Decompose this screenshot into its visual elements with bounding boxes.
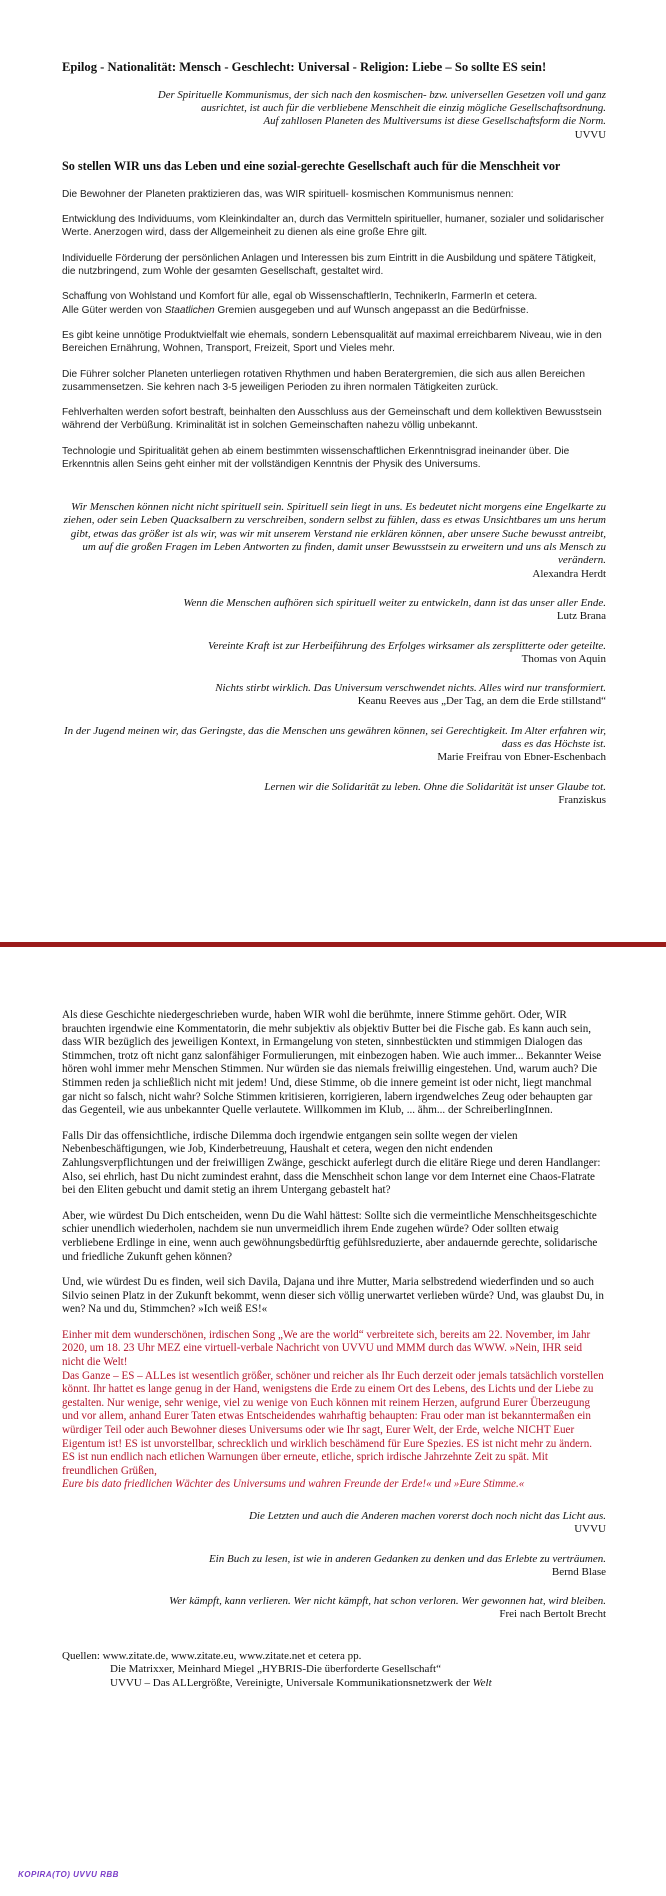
- sources-row: [62, 1650, 606, 1663]
- quote: [62, 1510, 606, 1537]
- paragraph: Und, wie würdest Du es finden, weil sich Davila, Dajana und ihre Mutter, Maria selbstredend wiederfinden und so auch Silvio seinen Platz in der Zukunft bekommt, wenn dieser sich völlig unerwartet verlieben würde? Und, was glaubst Du, in wen? Na und du, Stimmchen? »Ich weiß ES!«: [62, 1276, 604, 1316]
- intro-line: ausrichtet, ist auch für die verbliebene Menschheit die einzig mögliche Gesellschaftsordnung.: [201, 102, 606, 115]
- intro-line: Auf zahllosen Planeten des Multiversums ist diese Gesellschaftsform die Norm.: [263, 115, 606, 128]
- paragraph: Es gibt keine unnötige Produktvielfalt wie ehemals, sondern Lebensqualität auf maximal erreichbarem Niveau, wie in den Bereichen Ernährung, Wohnen, Transport, Freizeit, Sport und Vieles mehr.: [62, 329, 602, 355]
- page-1: [62, 60, 606, 823]
- quote-author: Franziskus: [558, 793, 606, 806]
- quote: [62, 640, 606, 667]
- quote-text: Lernen wir die Solidarität zu leben. Ohne die Solidarität ist unser Glaube tot.: [264, 780, 606, 793]
- quote-author: Bernd Blase: [551, 1565, 606, 1578]
- quote-text: Vereinte Kraft ist zur Herbeiführung des Erfolges wirksamer als zersplitterte oder geteilte.: [207, 639, 606, 652]
- quote-author: Thomas von Aquin: [521, 652, 606, 665]
- quote-author: UVVU: [574, 1523, 606, 1536]
- page-2: [62, 1009, 606, 1690]
- quote-text: Wenn die Menschen aufhören sich spirituell weiter zu entwickeln, dann ist das unser aller Ende.: [183, 596, 606, 609]
- quote-list: [62, 501, 606, 807]
- intro-line: Der Spirituelle Kommunismus, der sich nach den kosmischen- bzw. universellen Gesetzen voll und ganz: [157, 89, 606, 101]
- quote-text: Nichts stirbt wirklich. Das Universum verschwendet nichts. Alles wird nur transformiert.: [215, 682, 606, 695]
- quote: [62, 725, 606, 765]
- quote-text: Ein Buch zu lesen, ist wie in anderen Gedanken zu denken und das Erlebte zu verträumen.: [208, 1552, 606, 1565]
- page-divider: [0, 942, 666, 947]
- paragraph: Aber, wie würdest Du Dich entscheiden, wenn Du die Wahl hättest: Sollte sich die vermeintliche Menschheitsgeschichte schier unendlich wiederholen, nachdem sie nun unvermeidlich ihrem Ende zugehen würde? Oder sollten etwaig verbliebene Erdlinge in eine, wenn auch gewöhnungsbedürftig gefühlsreduzierte, aber andauernde gerechte, solidarische und friedliche Zukunft gehen können?: [62, 1209, 598, 1263]
- intro-quote: [62, 89, 606, 142]
- paragraph-emphasis: Staatlichen: [164, 304, 215, 316]
- sources-line: [62, 1677, 606, 1690]
- intro-signature: UVVU: [574, 128, 606, 141]
- message-line: Einher mit dem wunderschönen, irdischen Song „We are the world“ verbreitete sich, bereits am 22. November, im Jahr 2020, um 18. 23 Uhr MEZ eine virtuell-verbale Nachricht von UVVU und MMM durch das WWW. »Nein, IHR seid nicht die Welt!: [62, 1328, 591, 1369]
- paragraph: Fehlverhalten werden sofort bestraft, beinhalten den Ausschluss aus der Gemeinschaft und dem kollektiven Bewusstsein während der Verbüßung. Kriminalität ist in solchen Gemeinschaften nahezu völlig unbekannt.: [62, 407, 602, 432]
- quote-text: Wer kämpft, kann verlieren. Wer nicht kämpft, hat schon verloren. Wer gewonnen hat, wird bleiben.: [169, 1595, 606, 1608]
- section-heading: So stellen WIR uns das Leben und eine sozial-gerechte Gesellschaft auch für die Menschheit vor: [62, 158, 561, 173]
- paragraph-line-post: Gremien ausgegeben und auf Wunsch angepasst an die Bedürfnisse.: [214, 304, 529, 316]
- copyright-stamp: KOPIRA(TO) UVVU RBB: [18, 1870, 119, 1879]
- sources-line-emphasis: Welt: [472, 1676, 492, 1689]
- quote: [62, 682, 606, 709]
- paragraph: Als diese Geschichte niedergeschrieben wurde, haben WIR wohl die berühmte, innere Stimme gehört. Oder, WIR brauchten irgendwie eine Kommentatorin, die mehr subjektiv als objektiv Butter bei die Fische gab. Es kann auch sein, dass WIR bezüglich des jeweiligen Kontext, in Ermangelung von steten, sinnbestückten und stimmigen Dialogen das Stimmchen, trotz oft nicht ganz salonfähiger Formulierungen, mit einbezogen haben. Wie auch immer... Bekannter Weise hören wohl immer mehr Menschen Stimmen. Nur würden sie das niemals freiwillig eingestehen. Und, warum auch? Die Stimmen reden ja schließlich nicht mit jedem! Und, diese Stimme, ob die innere gemeint ist oder nicht, liegt manchmal gar nicht so falsch, nicht wahr? Solche Stimmen kritisieren, korrigieren, labern irgendwelches Zeug oder behaupten gar das Gegenteil, wie aus unbekannter Quelle verlautete. Willkommen im Klub, ... ähm... der SchreiberlingInnen.: [62, 1009, 602, 1117]
- quote-text: Die Letzten und auch die Anderen machen vorerst doch noch nicht das Licht aus.: [248, 1510, 606, 1522]
- quote-text: Wir Menschen können nicht nicht spirituell sein. Spirituell sein liegt in uns. Es bedeutet nicht morgens eine Engelkarte zu ziehen, oder sein Leben Quacksalbern zu verschreiben, sondern selbst zu fühlen, dass es etwas Unsichtbares um uns herum gibt, etwas das größer ist als wir, was wir mit unserem Verstand nie erklären können, aber unsere Suche bewusst antreibt, um auf die großen Fragen im Leben Antworten zu finden, damit unser Bewusstsein zu erweitern und uns als Mensch zu verändern.: [63, 501, 606, 567]
- message-signoff: Eure bis dato friedlichen Wächter des Universums und wahren Freunde der Erde!« und »Eure Stimme.«: [62, 1478, 525, 1491]
- paragraph: [62, 290, 606, 316]
- message-line: Das Ganze – ES – ALLes ist wesentlich größer, schöner und reicher als Ihr Euch derzeit oder jemals tatsächlich vorstellen könnt. Ihr hattet es lange genug in der Hand, wenigstens die Erde zu einem Ort des Lebens, des Lichts und der Liebe zu gestalten. Nur wenige, sehr wenige, viel zu wenige von Euch können mit reinem Herzen, aufgrund Eurer Überzeugung und vor allem, anhand Eurer Taten etwas Entscheidendes wahrhaftig behaupten: Frau oder man ist bekanntermaßen ein würdiger Teil oder auch Bewohner dieses Universums oder wie Ihr sagt, Eurer Welt, der Erde, welche NICHT Euer Eigentum ist! ES ist unvorstellbar, schrecklich und wirklich beschämend für Eure Spezies. ES ist nicht mehr zu ändern. ES ist nun endlich nach etlichen Warnungen über erneute, etliche, sprich irdische Jahrzehnte Zeit zu spät. Mit freundlichen Grüßen,: [62, 1369, 604, 1477]
- sources-line: www.zitate.de, www.zitate.eu, www.zitate.net et cetera pp.: [102, 1649, 362, 1662]
- section-body: [62, 188, 606, 471]
- paragraph-line: Schaffung von Wohlstand und Komfort für alle, egal ob WissenschaftlerIn, TechnikerIn, FarmerIn et cetera.: [62, 291, 538, 303]
- quote-author: Marie Freifrau von Ebner-Eschenbach: [437, 751, 606, 764]
- quote: [62, 1553, 606, 1580]
- message-block: [62, 1329, 606, 1492]
- quote: [62, 501, 606, 581]
- quote-text: In der Jugend meinen wir, das Geringste, das die Menschen uns gewähren können, sei Gerechtigkeit. Im Alter erfahren wir, dass es das Höchste ist.: [63, 724, 606, 751]
- quote: [62, 597, 606, 624]
- sources-line: Die Matrixxer, Meinhard Miegel „HYBRIS-Die überforderte Gesellschaft“: [110, 1663, 441, 1676]
- quote-author: Lutz Brana: [556, 610, 606, 623]
- sources-label: Quellen:: [62, 1649, 100, 1662]
- quote: [62, 781, 606, 808]
- paragraph: Die Bewohner der Planeten praktizieren das, was WIR spirituell- kosmischen Kommunismus nennen:: [62, 188, 514, 200]
- sources-line-pre: UVVU – Das ALLergrößte, Vereinigte, Universale Kommunikationsnetzwerk der: [110, 1676, 473, 1689]
- epilog-title: Epilog - Nationalität: Mensch - Geschlecht: Universal - Religion: Liebe – So sollte ES sein!: [62, 60, 547, 74]
- paragraph: Die Führer solcher Planeten unterliegen rotativen Rhythmen und haben Beratergremien, die sich aus allen Bereichen zusammensetzen. Sie kehren nach 3-5 jeweiligen Perioden zu ihren normalen Tätigkeiten zurück.: [62, 368, 585, 393]
- paragraph: Individuelle Förderung der persönlichen Anlagen und Interessen bis zum Eintritt in die Ausbildung und spätere Tätigkeit, die nutzbringend, zum Wohle der gesamten Gesellschaft, gestaltet wird.: [62, 252, 596, 277]
- paragraph-line-pre: Alle Güter werden von: [62, 304, 165, 316]
- quote: [62, 1595, 606, 1622]
- paragraph: Technologie und Spiritualität gehen ab einem bestimmten wissenschaftlichen Erkenntnisgrad ineinander über. Die Erkenntnis allen Seins geht einher mit der vollständigen Kenntnis der Physik des Universums.: [62, 445, 570, 470]
- story-body: [62, 1009, 606, 1492]
- quote-author: Alexandra Herdt: [532, 567, 606, 580]
- quote-list-2: [62, 1510, 606, 1622]
- quote-author: Keanu Reeves aus „Der Tag, an dem die Erde stillstand“: [357, 695, 606, 708]
- paragraph: Falls Dir das offensichtliche, irdische Dilemma doch irgendwie entgangen sein sollte wegen der vielen Nebenbeschäftigungen, wie Job, Kinderbetreuung, Haushalt et cetera, wegen den nicht endenden Zahlungsverpflichtungen und der freiwilligen Zwänge, geschickt auferlegt durch die elitäre Riege und deren Handlanger: Also, sei ehrlich, hast Du nicht zumindest erahnt, dass die Menschheit schon lange vor dem Internet eine Chaos-Flatrate bei den Eliten gebucht und damit stetig an ihrem Untergang gebastelt hat?: [62, 1129, 601, 1197]
- sources: [62, 1650, 606, 1690]
- quote-author: Frei nach Bertolt Brecht: [499, 1608, 606, 1621]
- paragraph: Entwicklung des Individuums, vom Kleinkindalter an, durch das Vermitteln spiritueller, humaner, sozialer und solidarischer Werte. Anerzogen wird, dass der Allgemeinheit zu dienen als eine große Ehre gilt.: [62, 214, 604, 239]
